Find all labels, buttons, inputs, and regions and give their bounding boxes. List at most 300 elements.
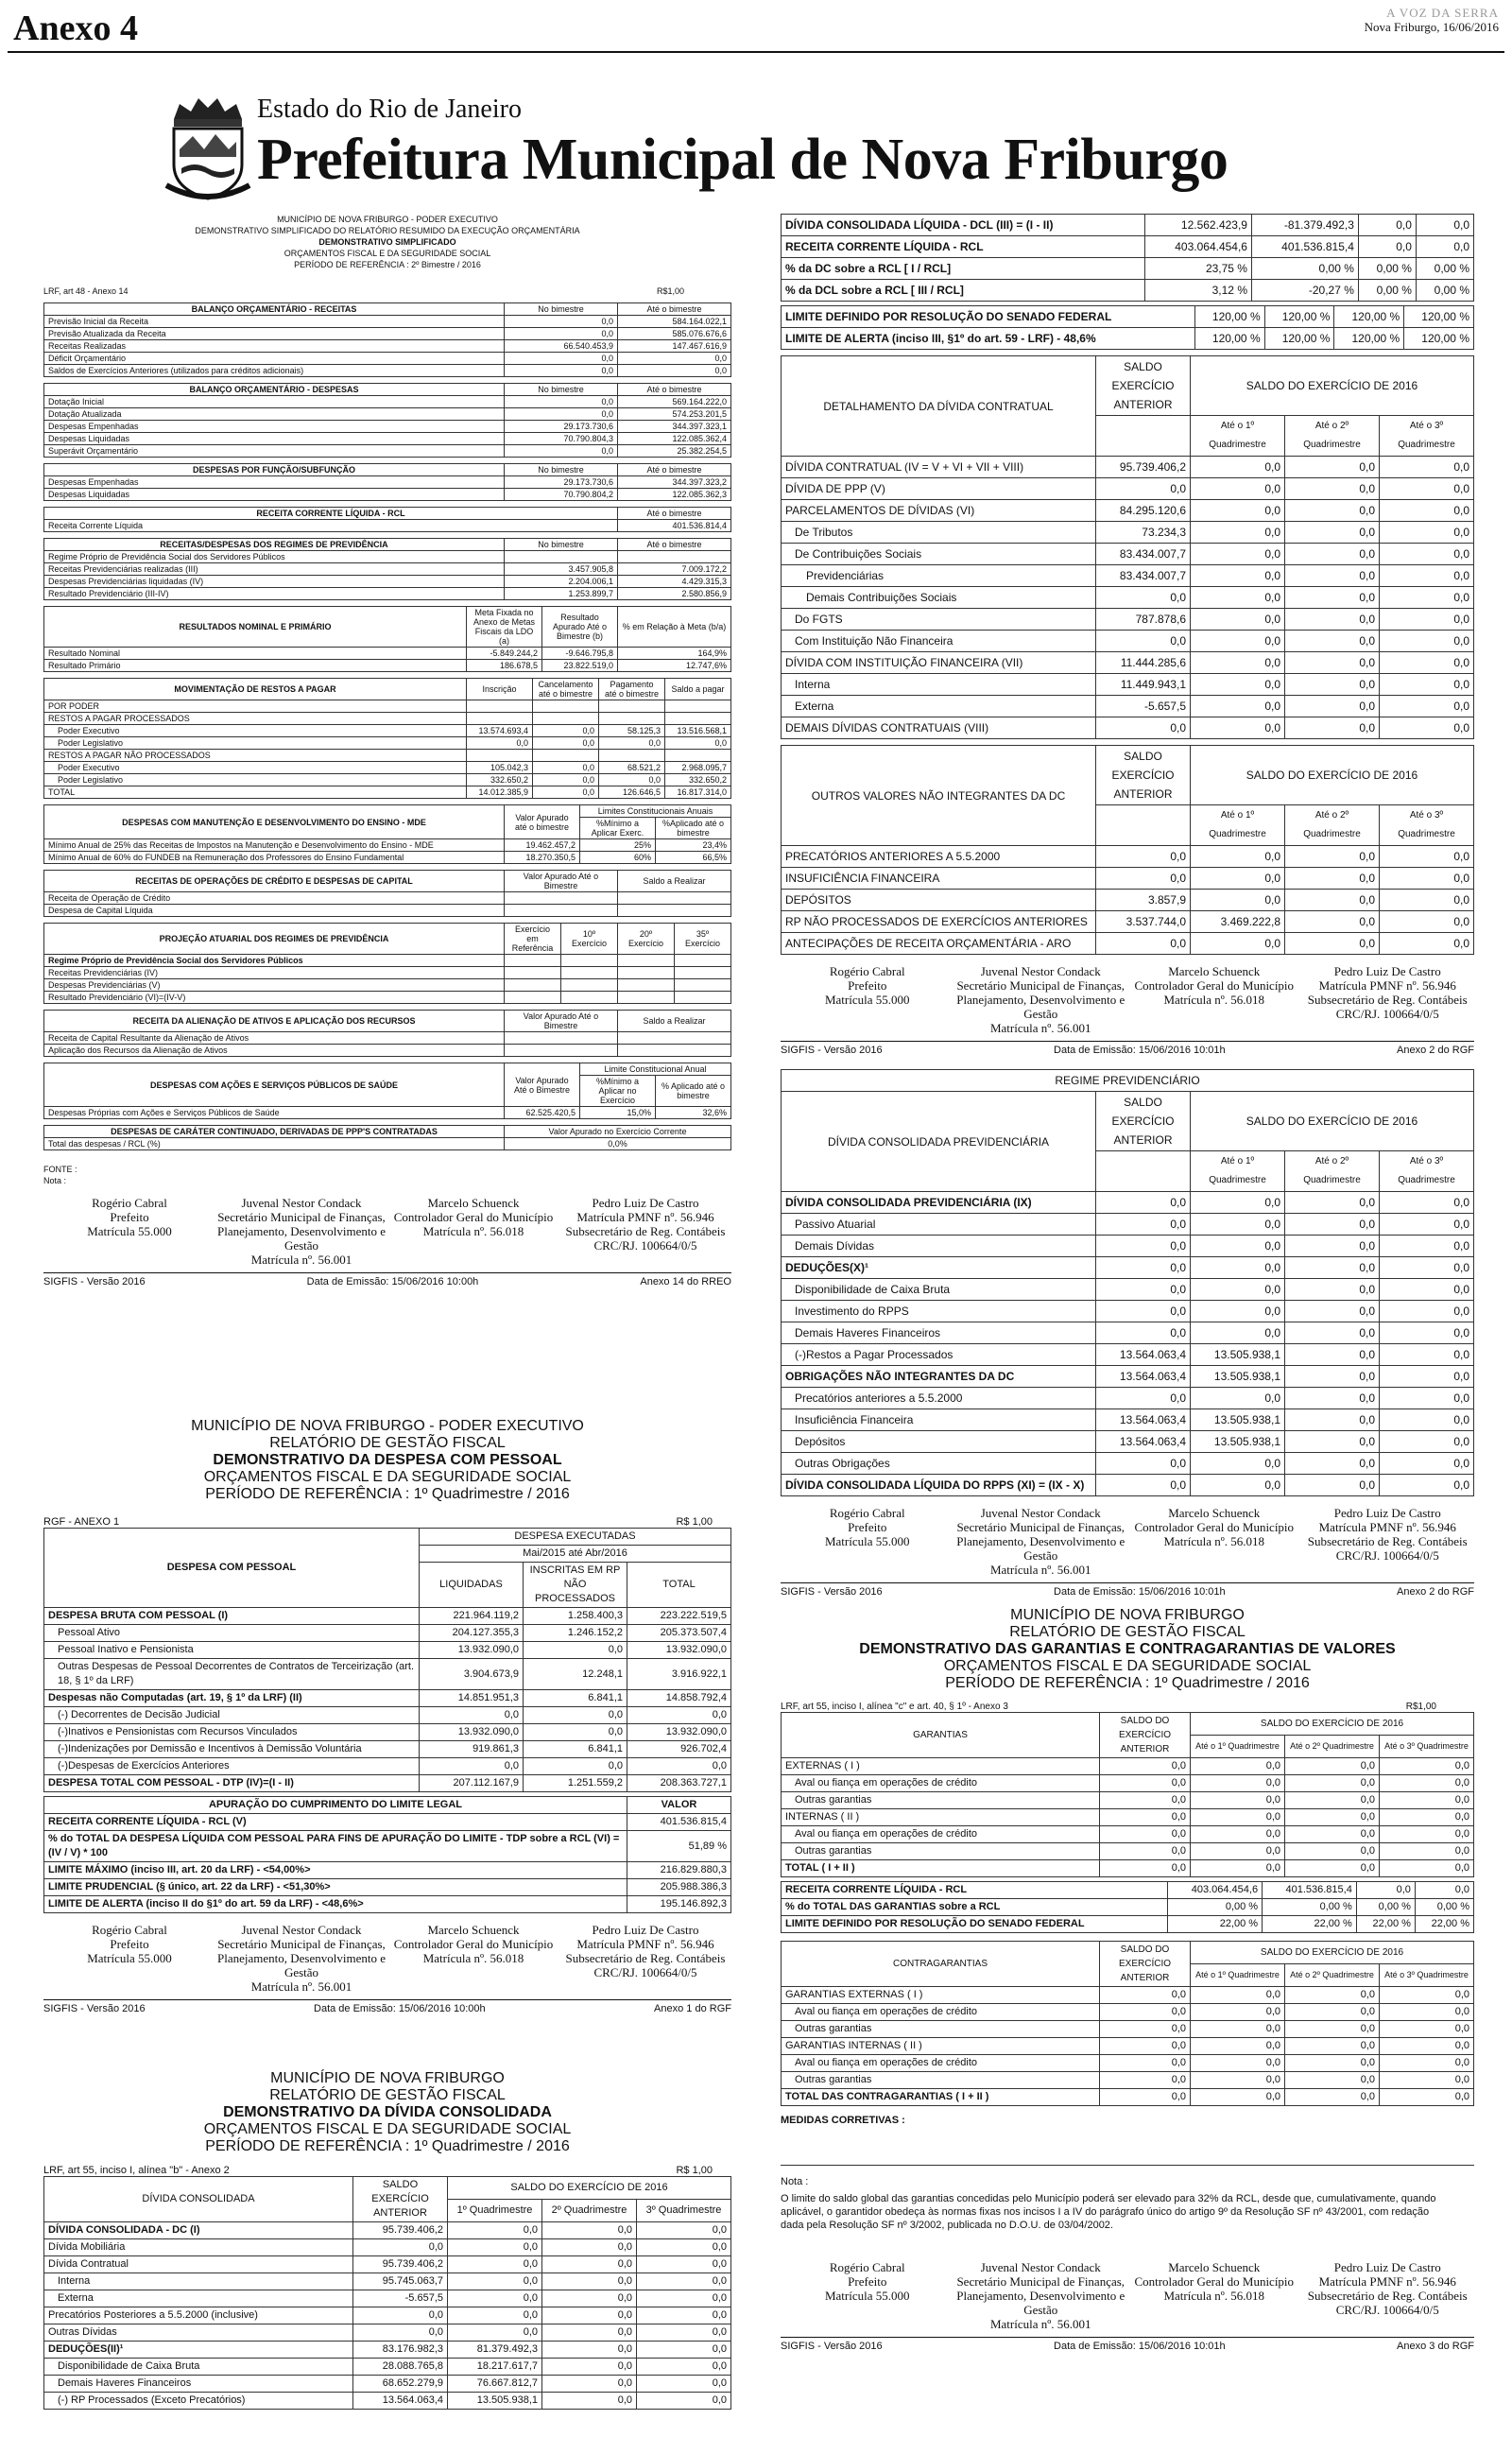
table-cell: 584.164.022,1 <box>618 316 731 328</box>
table-cell: 6.841,1 <box>524 1741 627 1758</box>
table-cell: 401.536.815,4 <box>1263 1882 1357 1899</box>
rreo-title-1: MUNICÍPIO DE NOVA FRIBURGO - PODER EXECUTIVO <box>277 215 498 224</box>
pessoal-report <box>43 1418 731 2014</box>
table-cell: 208.363.727,1 <box>627 1775 731 1792</box>
table-cell: 70.790.804,3 <box>505 433 618 445</box>
table-cell: 0,0 <box>505 445 618 458</box>
signatory-role: Prefeito <box>848 978 887 993</box>
signatory-name: Juvenal Nestor Condack <box>980 964 1101 978</box>
table-cell: 13.564.063,4 <box>1096 1344 1191 1366</box>
table-cell: 0,0 <box>1380 1826 1474 1843</box>
table-cell: VALOR <box>627 1797 731 1814</box>
table-cell: 13.932.090,0 <box>420 1724 524 1741</box>
table-cell: 216.829.880,3 <box>627 1862 731 1879</box>
table-cell: 0,0 <box>1380 1843 1474 1860</box>
table-cell: DÍVIDA CONSOLIDADA LÍQUIDA - DCL (III) = (I - II) <box>782 215 1145 236</box>
footer-version: SIGFIS - Versão 2016 <box>43 1276 146 1287</box>
table-row <box>782 696 1474 717</box>
signatory-name: Juvenal Nestor Condack <box>241 1923 362 1937</box>
table-cell <box>505 1045 618 1057</box>
table-cell: BALANÇO ORÇAMENTÁRIO - DESPESAS <box>44 384 505 396</box>
table-row <box>44 992 731 1004</box>
table-row <box>44 725 731 737</box>
table-cell <box>675 955 731 967</box>
rreo-rcl-table <box>43 507 731 532</box>
table-row <box>782 1475 1474 1496</box>
table-cell: 0,0 <box>1285 1192 1380 1214</box>
table-cell: Saldo a Realizar <box>618 871 731 892</box>
table-cell: 0,0 <box>1380 933 1474 955</box>
table-row <box>44 408 731 421</box>
table-cell: 0,0 <box>1191 674 1285 696</box>
table-cell: 0,0 <box>1380 1775 1474 1792</box>
table-row <box>782 2072 1474 2089</box>
table-cell: 0,0 <box>1191 868 1285 890</box>
table-cell: OBRIGAÇÕES NÃO INTEGRANTES DA DC <box>782 1366 1096 1388</box>
table-cell <box>505 905 618 917</box>
signatory <box>387 1923 559 1994</box>
table-cell: 0,0 <box>1100 1826 1191 1843</box>
table-cell: 0,0 <box>505 316 618 328</box>
table-cell: Externa <box>782 696 1096 717</box>
rreo-section-table <box>43 302 731 377</box>
table-cell: Outras Obrigações <box>782 1453 1096 1475</box>
table-cell: 147.467.616,9 <box>618 340 731 353</box>
garantias-unit: R$1,00 <box>1405 1702 1436 1712</box>
signatory <box>1301 2260 1475 2331</box>
table-cell: 0,0 <box>1285 631 1380 652</box>
table-cell: 0,0 <box>1416 215 1473 236</box>
table-cell: Até o 3º Quadrimestre <box>1380 416 1474 457</box>
table-cell: 0,0 <box>1285 1214 1380 1236</box>
table-cell: 926.702,4 <box>627 1741 731 1758</box>
table-cell <box>533 750 599 762</box>
table-row <box>44 1724 731 1741</box>
table-cell: 0,0 <box>1380 696 1474 717</box>
table-cell: 13.505.938,1 <box>1191 1409 1285 1431</box>
table-cell: 0,0 <box>448 2256 542 2273</box>
signatory-role: Matrícula PMNF nº. 56.946 <box>576 1210 714 1224</box>
table-row <box>44 316 731 328</box>
table-cell: 23.822.519,0 <box>542 660 618 672</box>
signatory <box>954 2260 1128 2331</box>
table-cell: Mai/2015 até Abr/2016 <box>420 1546 731 1563</box>
table-row <box>782 1860 1474 1877</box>
table-row <box>782 1409 1474 1431</box>
table-cell: 0,0 <box>637 2324 731 2342</box>
signatory-line: CRC/RJ. 100664/0/5 <box>1335 2303 1439 2317</box>
signature-block <box>43 1923 731 1994</box>
table-cell: 0,0 <box>1380 846 1474 868</box>
table-cell: Poder Legislativo <box>44 737 467 750</box>
table-cell: 0,0 <box>1285 1301 1380 1322</box>
table-cell: 29.173.730,6 <box>505 421 618 433</box>
signatory-name: Pedro Luiz De Castro <box>592 1923 699 1937</box>
table-cell: 122.085.362,4 <box>618 433 731 445</box>
table-cell: 0,0 <box>542 2376 637 2393</box>
table-cell: 0,0 <box>1285 1366 1380 1388</box>
table-cell: RESTOS A PAGAR PROCESSADOS <box>44 713 467 725</box>
table-cell: 0,0 <box>637 2342 731 2359</box>
table-cell: 0,0 <box>533 774 599 786</box>
table-cell <box>618 905 731 917</box>
table-cell: LIMITE MÁXIMO (inciso III, art. 20 da LRF) - <54,00%> <box>44 1862 627 1879</box>
table-cell: Outras garantias <box>782 1843 1100 1860</box>
divida-title-3: DEMONSTRATIVO DA DÍVIDA CONSOLIDADA <box>223 2104 552 2120</box>
prefecture-name: Prefeitura Municipal de Nova Friburgo <box>257 128 1228 192</box>
table-row <box>44 1814 731 1831</box>
table-cell: Aval ou fiança em operações de crédito <box>782 2055 1100 2072</box>
table-row <box>44 786 731 799</box>
table-cell <box>665 700 731 713</box>
garantias-title-5: PERÍODO DE REFERÊNCIA : 1º Quadrimestre / 2016 <box>945 1675 1310 1691</box>
table-cell: Superávit Orçamentário <box>44 445 505 458</box>
table-cell: 0,0 <box>448 2324 542 2342</box>
table-cell: 0,0 <box>1285 1792 1380 1809</box>
divida-title-5: PERÍODO DE REFERÊNCIA : 1º Quadrimestre / 2016 <box>205 2138 570 2154</box>
table-cell: 0,0 <box>1096 631 1191 652</box>
table-cell: Dívida Mobiliária <box>44 2239 353 2256</box>
table-cell: 221.964.119,2 <box>420 1608 524 1625</box>
table-cell: BALANÇO ORÇAMENTÁRIO - RECEITAS <box>44 303 505 316</box>
table-row <box>782 1453 1474 1475</box>
table-cell: 120,00 % <box>1264 328 1334 350</box>
table-cell <box>533 713 599 725</box>
rreo-footer <box>43 1272 731 1287</box>
table-row <box>782 652 1474 674</box>
table-row <box>782 522 1474 544</box>
table-cell: Outras garantias <box>782 2021 1100 2038</box>
note-text: O limite do saldo global das garantias concedidas pelo Município poderá ser elevado para 32% da RCL, desde que, cumulativamente, quando aplicável, o garantidor obedeça às normas fixas nos incisos I a IV do parágrafo único do artigo 9º da Resolução SF nº 43/2001, com redação dada pela Resolução SF nº 3/2002, publicada no D.O.U. de 03/04/2002. <box>781 2193 1436 2231</box>
table-cell: 0,0 <box>420 1758 524 1775</box>
signatory-role: Matrícula PMNF nº. 56.946 <box>576 1937 714 1951</box>
table-cell: GARANTIAS <box>782 1713 1100 1758</box>
table-cell: 0,0 <box>637 2239 731 2256</box>
table-cell: 1.251.559,2 <box>524 1775 627 1792</box>
table-cell: 0,0 <box>1285 868 1380 890</box>
signatory-line: Planejamento, Desenvolvimento e Gestão <box>956 2289 1125 2317</box>
table-cell: 0,0 <box>1191 565 1285 587</box>
table-cell: RECEITA CORRENTE LÍQUIDA - RCL <box>782 1882 1168 1899</box>
table-cell: Até o 2º Quadrimestre <box>1285 1964 1380 1987</box>
table-cell: 13.505.938,1 <box>448 2393 542 2410</box>
table-cell: SALDO DO EXERCÍCIO ANTERIOR <box>1100 1942 1191 1987</box>
table-cell: Interna <box>44 2273 353 2290</box>
signatory-role: Secretário Municipal de Finanças, <box>217 1210 386 1224</box>
table-cell: Até o bimestre <box>618 539 731 551</box>
table-row <box>44 433 731 445</box>
table-cell: 14.012.385,9 <box>467 786 533 799</box>
table-cell: 0,0 <box>1191 933 1285 955</box>
table-cell: 13.564.063,4 <box>353 2393 448 2410</box>
table-row <box>44 1642 731 1659</box>
signatory-name: Rogério Cabral <box>92 1923 167 1937</box>
signatory-name: Rogério Cabral <box>92 1196 167 1210</box>
table-row <box>782 1322 1474 1344</box>
table-cell: 0,0 <box>1285 544 1380 565</box>
table-cell: (-)Restos a Pagar Processados <box>782 1344 1096 1366</box>
table-cell: 11.449.943,1 <box>1096 674 1191 696</box>
table-cell: 32,6% <box>656 1107 731 1119</box>
table-cell: 401.536.814,4 <box>618 520 731 532</box>
table-cell: 0,0 <box>524 1642 627 1659</box>
signatory-name: Pedro Luiz De Castro <box>592 1196 699 1210</box>
table-cell: 0,0 <box>1191 1758 1285 1775</box>
table-cell: Até o 3º Quadrimestre <box>1380 1736 1474 1758</box>
footer-annex: Anexo 2 do RGF <box>1397 1586 1474 1598</box>
divida-title-block <box>43 2070 731 2155</box>
table-cell: 0,0 <box>1096 1475 1191 1496</box>
table-row <box>44 445 731 458</box>
signatory-line: Matrícula 55.000 <box>824 1534 910 1548</box>
table-cell: 68.652.279,9 <box>353 2376 448 2393</box>
signatory-name: Marcelo Schuenck <box>427 1923 520 1937</box>
table-cell: 0,0 <box>505 408 618 421</box>
table-cell: DÍVIDA DE PPP (V) <box>782 478 1096 500</box>
table-cell: No bimestre <box>505 539 618 551</box>
table-cell: 0,0 <box>1285 2038 1380 2055</box>
table-cell: 204.127.355,3 <box>420 1625 524 1642</box>
signatory-name: Pedro Luiz De Castro <box>1333 964 1441 978</box>
table-cell: DESPESAS POR FUNÇÃO/SUBFUNÇÃO <box>44 464 505 476</box>
table-cell: 0,0 <box>1191 2089 1285 2106</box>
table-row <box>782 1843 1474 1860</box>
divida-prev-footer <box>781 1582 1474 1598</box>
table-cell: 787.878,6 <box>1096 609 1191 631</box>
table-cell: (-) Decorrentes de Decisão Judicial <box>44 1707 420 1724</box>
signatory-line: Subsecretário de Reg. Contábeis <box>565 1224 726 1238</box>
table-cell: 0,0 <box>1380 1860 1474 1877</box>
table-cell <box>618 992 675 1004</box>
table-cell: Outras garantias <box>782 1792 1100 1809</box>
signatory <box>43 1196 215 1267</box>
table-cell: 4.429.315,3 <box>618 576 731 588</box>
table-cell <box>618 892 731 905</box>
rreo-report <box>43 214 731 1287</box>
table-cell: 0,0 <box>1191 2072 1285 2089</box>
table-row <box>782 1431 1474 1453</box>
signatory-line: Subsecretário de Reg. Contábeis <box>1307 1534 1468 1548</box>
table-cell: LIMITE DE ALERTA (inciso III, §1º do art. 59 - LRF) - 48,6% <box>782 328 1195 350</box>
table-cell: DESPESA BRUTA COM PESSOAL (I) <box>44 1608 420 1625</box>
table-cell: 0,0 <box>637 2256 731 2273</box>
table-cell: Outras Dívidas <box>44 2324 353 2342</box>
table-cell <box>618 1045 731 1057</box>
table-cell: 66,5% <box>656 852 731 864</box>
table-row <box>782 890 1474 911</box>
table-cell: 0,0 <box>1096 933 1191 955</box>
table-cell <box>505 551 618 563</box>
table-cell: DESPESAS COM AÇÕES E SERVIÇOS PÚBLICOS DE SAÚDE <box>44 1063 505 1107</box>
table-cell: DÍVIDA CONSOLIDADA - DC (I) <box>44 2222 353 2239</box>
table-cell: 401.536.815,4 <box>627 1814 731 1831</box>
table-cell: Receitas Previdenciárias realizadas (III) <box>44 563 505 576</box>
table-cell: 0,0 <box>1285 674 1380 696</box>
table-cell: MOVIMENTAÇÃO DE RESTOS A PAGAR <box>44 679 467 700</box>
table-cell: 0,0 <box>1096 478 1191 500</box>
table-cell <box>505 967 561 979</box>
signatory-role: Secretário Municipal de Finanças, <box>956 978 1125 993</box>
table-cell: DESPESA COM PESSOAL <box>44 1529 420 1608</box>
table-cell: 0,0 <box>1096 846 1191 868</box>
table-cell <box>467 750 533 762</box>
table-cell: Depósitos <box>782 1431 1096 1453</box>
table-row <box>44 2359 731 2376</box>
table-row <box>44 955 731 967</box>
table-cell: 0,0 <box>1356 1882 1415 1899</box>
table-cell: 0,0 <box>1191 1322 1285 1344</box>
table-cell: (-) RP Processados (Exceto Precatórios) <box>44 2393 353 2410</box>
table-cell: 0,0 <box>1380 1809 1474 1826</box>
table-cell: 0,0 <box>448 2239 542 2256</box>
signatory-name: Marcelo Schuenck <box>1168 964 1261 978</box>
table-cell: 0,0 <box>542 2324 637 2342</box>
table-cell: 0,0 <box>599 737 665 750</box>
table-cell: 0,0 <box>1380 1409 1474 1431</box>
table-cell: 81.379.492,3 <box>448 2342 542 2359</box>
table-cell: DESPESAS DE CARÁTER CONTINUADO, DERIVADAS DE PPP'S CONTRATADAS <box>44 1126 505 1138</box>
table-cell: 35º Exercício <box>675 924 731 955</box>
table-cell: Até o bimestre <box>618 384 731 396</box>
table-cell: -5.849.244,2 <box>467 648 542 660</box>
pessoal-anexo: RGF - ANEXO 1 <box>43 1516 120 1528</box>
table-cell: 3.916.922,1 <box>627 1659 731 1690</box>
rreo-title-block <box>43 214 731 270</box>
table-cell: 0,0 <box>1285 1475 1380 1496</box>
signatory-line: Matrícula nº. 56.018 <box>1163 2289 1265 2303</box>
signatory-name: Marcelo Schuenck <box>1168 1506 1261 1520</box>
table-cell: 0,0 <box>1285 2089 1380 2106</box>
table-cell: 10º Exercício <box>561 924 618 955</box>
table-cell: DEDUÇÕES(II)¹ <box>44 2342 353 2359</box>
table-cell: Inscrição <box>467 679 533 700</box>
table-row <box>44 365 731 377</box>
table-cell: Exercício em Referência <box>505 924 561 955</box>
table-cell: Poder Legislativo <box>44 774 467 786</box>
table-cell: INSCRITAS EM RP NÃO PROCESSADOS <box>524 1563 627 1608</box>
table-row <box>44 1690 731 1707</box>
table-cell: Despesas Liquidadas <box>44 433 505 445</box>
table-cell <box>1096 805 1191 846</box>
table-cell: 403.064.454,6 <box>1168 1882 1263 1899</box>
table-cell: 0,0 <box>637 2359 731 2376</box>
table-cell: Valor Apurado Até o Bimestre <box>505 1063 580 1107</box>
table-cell: 0,0 <box>1191 696 1285 717</box>
table-cell: 0,0 <box>1191 1301 1285 1322</box>
signatory-name: Pedro Luiz De Castro <box>1333 1506 1441 1520</box>
table-cell: Despesa de Capital Líquida <box>44 905 505 917</box>
table-cell: Despesas não Computadas (art. 19, § 1º da LRF) (II) <box>44 1690 420 1707</box>
garantias-meta <box>781 1702 1474 1712</box>
garantias-report <box>781 1607 1474 2352</box>
table-cell: 0,00 % <box>1416 258 1473 280</box>
table-cell: RECEITA DA ALIENAÇÃO DE ATIVOS E APLICAÇÃO DOS RECURSOS <box>44 1011 505 1032</box>
table-cell: 0,0 <box>1100 1792 1191 1809</box>
table-cell: 0,0 <box>1096 1236 1191 1257</box>
signatory-line: Matrícula 55.000 <box>824 993 910 1007</box>
table-cell: Externa <box>44 2290 353 2307</box>
table-cell: 0,0 <box>1285 1236 1380 1257</box>
table-row <box>44 489 731 501</box>
garantias-table <box>781 1712 1474 1877</box>
table-cell: Despesas Empenhadas <box>44 421 505 433</box>
signatory-line: Matrícula nº. 56.018 <box>422 1224 524 1238</box>
table-cell: 120,00 % <box>1194 306 1264 328</box>
table-cell: 0,0 <box>1191 846 1285 868</box>
signatory <box>1127 964 1301 1035</box>
note-label: Nota : <box>781 2176 809 2187</box>
signatory <box>781 964 954 1035</box>
table-cell: 0,0 <box>533 725 599 737</box>
table-cell: 23,4% <box>656 839 731 852</box>
signatory-role: Prefeito <box>848 2274 887 2289</box>
signatory <box>954 964 1128 1035</box>
table-cell: (-)Indenizações por Demissão e Incentivos à Demissão Voluntária <box>44 1741 420 1758</box>
table-cell: 0,0 <box>1100 1758 1191 1775</box>
table-row <box>44 2376 731 2393</box>
table-cell: 332.650,2 <box>665 774 731 786</box>
footer-version: SIGFIS - Versão 2016 <box>781 2341 883 2352</box>
table-cell: 0,0 <box>1380 2021 1474 2038</box>
table-cell: 0,0 <box>1096 1388 1191 1409</box>
table-cell <box>505 1032 618 1045</box>
table-row <box>782 1192 1474 1214</box>
table-cell: SALDO EXERCÍCIO ANTERIOR <box>1096 746 1191 805</box>
signatory-line: Matrícula nº. 56.001 <box>989 1563 1091 1577</box>
rreo-resultados-table <box>43 606 731 672</box>
table-row <box>782 1809 1474 1826</box>
table-cell: 0,0 <box>542 2222 637 2239</box>
table-row <box>44 660 731 672</box>
table-cell: % da DCL sobre a RCL [ III / RCL] <box>782 280 1145 302</box>
table-cell: 0,0 <box>1285 522 1380 544</box>
table-row <box>44 1896 731 1913</box>
table-cell: 0,0 <box>1191 717 1285 739</box>
table-cell <box>505 892 618 905</box>
table-row <box>44 551 731 563</box>
table-cell: 0,0 <box>1380 565 1474 587</box>
table-cell: De Contribuições Sociais <box>782 544 1096 565</box>
table-cell: 0,0 <box>1191 609 1285 631</box>
table-cell: Déficit Orçamentário <box>44 353 505 365</box>
table-cell: 0,0 <box>1380 652 1474 674</box>
table-cell: ANTECIPAÇÕES DE RECEITA ORÇAMENTÁRIA - ARO <box>782 933 1096 955</box>
table-cell: Despesas Empenhadas <box>44 476 505 489</box>
table-cell: LIQUIDADAS <box>420 1563 524 1608</box>
table-cell: Resultado Previdenciário (VI)=(IV-V) <box>44 992 505 1004</box>
table-cell: 16.817.314,0 <box>665 786 731 799</box>
rreo-meta <box>43 285 731 297</box>
table-cell <box>665 750 731 762</box>
table-cell: 18.270.350,5 <box>505 852 580 864</box>
table-cell: 0,0 <box>467 737 533 750</box>
table-cell: 0,0 <box>542 2256 637 2273</box>
table-cell: No bimestre <box>505 384 618 396</box>
signatory-line: CRC/RJ. 100664/0/5 <box>1335 1548 1439 1563</box>
table-cell: -81.379.492,3 <box>1251 215 1358 236</box>
table-cell: APURAÇÃO DO CUMPRIMENTO DO LIMITE LEGAL <box>44 1797 627 1814</box>
table-cell: 0,0 <box>1285 1322 1380 1344</box>
divida-summary-table <box>781 214 1474 302</box>
table-cell: 0,0 <box>1285 2072 1380 2089</box>
table-cell: 223.222.519,5 <box>627 1608 731 1625</box>
table-cell: 0,0 <box>1380 1987 1474 2004</box>
signatory-role: Controlador Geral do Município <box>393 1210 554 1224</box>
table-row <box>44 1138 731 1150</box>
rreo-restos-table <box>43 678 731 799</box>
table-cell: 0,0 <box>1380 1322 1474 1344</box>
table-cell: 0,0 <box>1096 1214 1191 1236</box>
